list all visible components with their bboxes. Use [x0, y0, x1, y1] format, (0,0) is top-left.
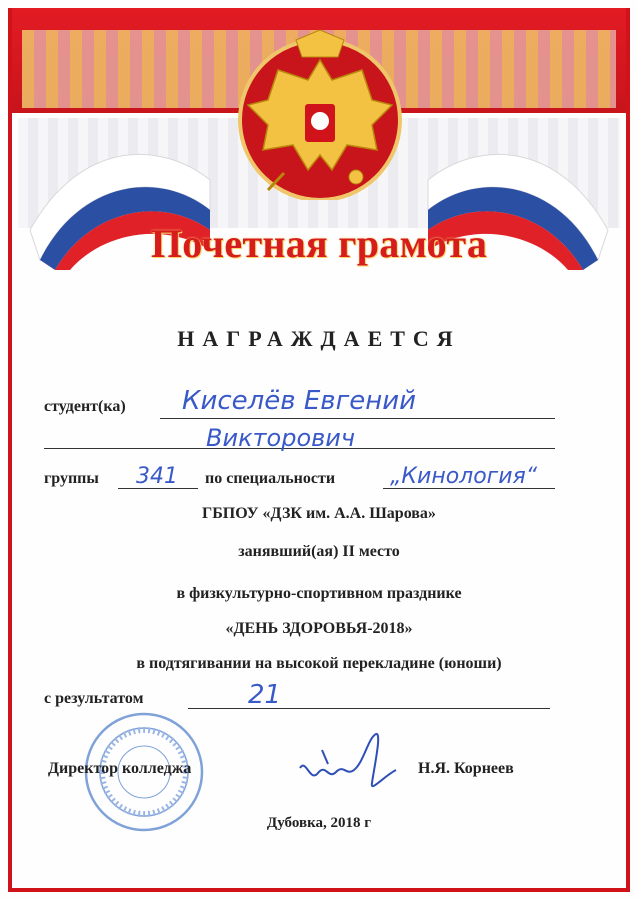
result-underline — [188, 708, 550, 709]
student-underline — [160, 418, 555, 419]
student-name-line2: Викторович — [206, 424, 356, 452]
group-label: группы — [44, 470, 99, 487]
director-name: Н.Я. Корнеев — [418, 760, 514, 777]
handwritten-signature — [292, 728, 407, 798]
group-value: 341 — [136, 464, 178, 489]
frame-border-bottom — [8, 888, 630, 892]
student-label: студент(ка) — [44, 398, 126, 415]
frame-border-left — [8, 8, 12, 892]
specialty-label: по специальности — [205, 470, 336, 487]
specialty-value: „Кинология“ — [390, 464, 538, 489]
discipline-line: в подтягивании на высокой перекладине (юноши) — [136, 655, 502, 672]
frame-border-right — [626, 8, 630, 892]
event-line-2: «ДЕНЬ ЗДОРОВЬЯ-2018» — [225, 620, 413, 637]
student-name-line1: Киселёв Евгений — [182, 386, 417, 416]
certificate-title: Почетная грамота — [150, 221, 488, 266]
city-year: Дубовка, 2018 г — [266, 815, 372, 831]
place-line: занявший(ая) II место — [238, 543, 400, 560]
russian-coat-of-arms-icon — [238, 25, 403, 200]
result-value: 21 — [248, 680, 282, 710]
director-label: Директор колледжа — [48, 760, 192, 777]
awarded-heading: НАГРАЖДАЕТСЯ — [177, 326, 461, 351]
event-line-1: в физкультурно-спортивном празднике — [176, 585, 462, 602]
result-label: с результатом — [44, 690, 144, 707]
institution-line: ГБПОУ «ДЗК им. А.А. Шарова» — [202, 505, 436, 522]
